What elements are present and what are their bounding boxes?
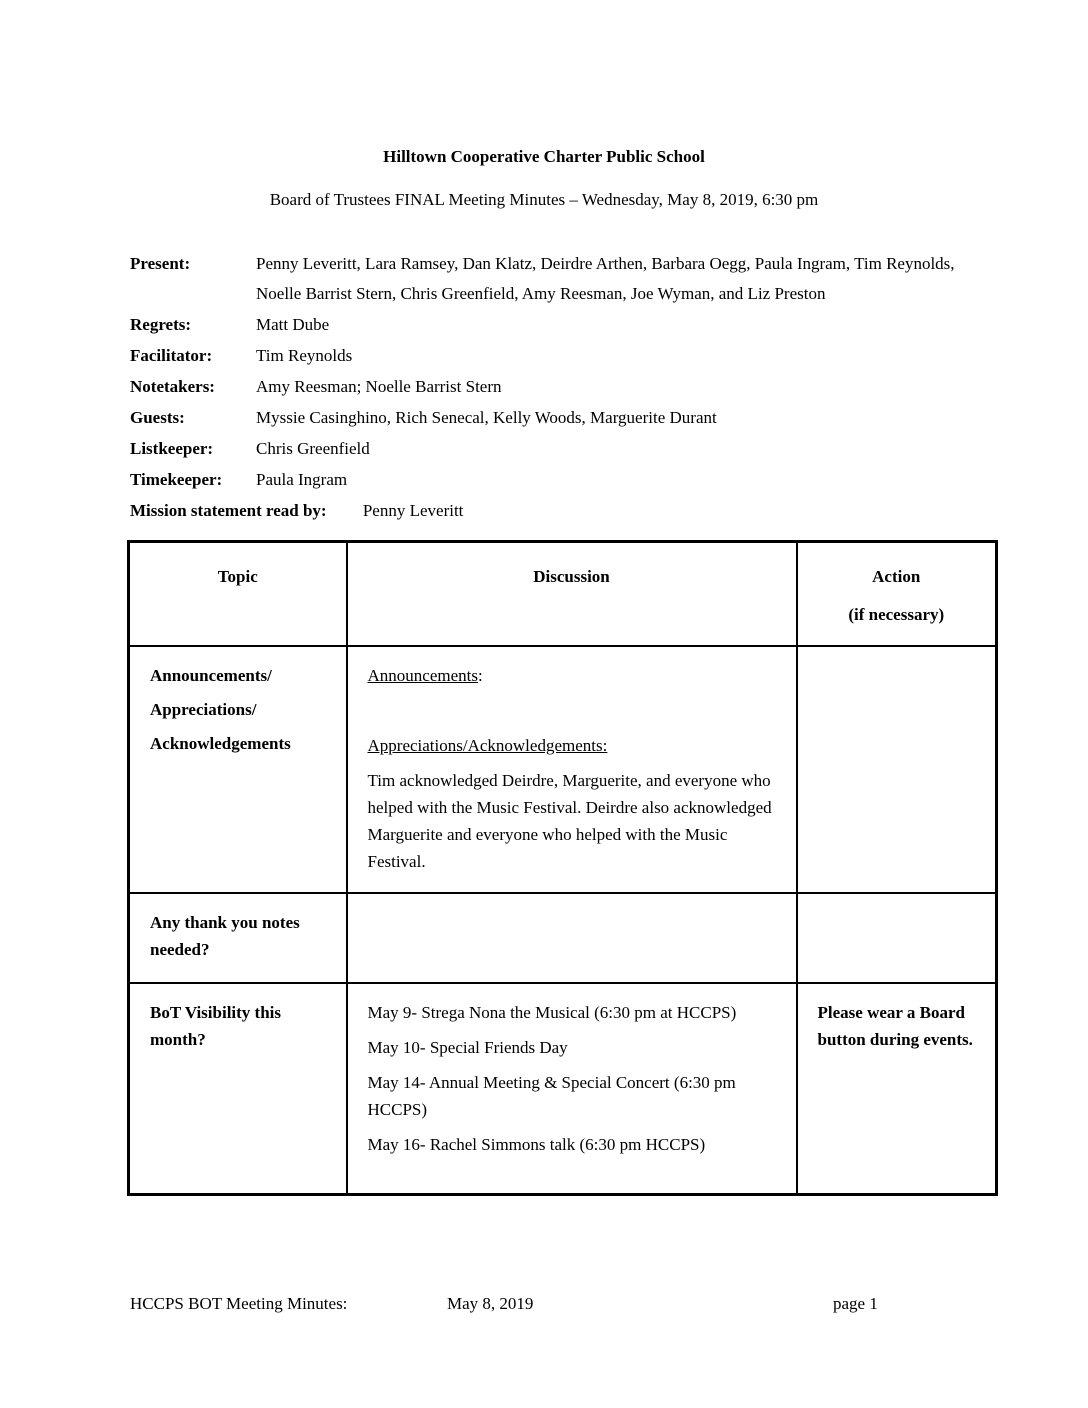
meta-row-mission-statement: [130, 496, 988, 526]
meta-label-mission-statement: Mission statement read by:: [130, 501, 327, 520]
meta-value-present: Penny Leveritt, Lara Ramsey, Dan Klatz, Deirdre Arthen, Barbara Oegg, Paula Ingram, Tim Reynolds, Noelle Barrist Stern, Chris Greenfield, Amy Reesman, Joe Wyman, and Liz Preston: [256, 254, 955, 303]
header-discussion-label: Discussion: [533, 567, 610, 586]
meta-value-notetakers: Amy Reesman; Noelle Barrist Stern: [256, 377, 502, 396]
topic-line: Appreciations/: [150, 699, 257, 719]
header-action: [797, 542, 997, 646]
table-header-row: [129, 542, 997, 646]
discussion-cell-announcements: [347, 646, 797, 893]
table-row-announcements: [129, 646, 997, 893]
meta-label-notetakers: Notetakers:: [130, 377, 215, 396]
meta-label-listkeeper: Listkeeper:: [130, 439, 214, 458]
page-footer: [0, 1292, 1088, 1316]
topic-cell-thank-you-notes: [129, 893, 347, 983]
event-item: May 9- Strega Nona the Musical (6:30 pm at HCCPS): [367, 1002, 737, 1022]
meta-label-timekeeper: Timekeeper:: [130, 470, 223, 489]
discussion-paragraph: Tim acknowledged Deirdre, Marguerite, and everyone who helped with the Music Festival. Deirdre also acknowledged Marguerite and everyone who helped with the Music Festival.: [367, 770, 772, 871]
action-cell-announcements: [797, 646, 997, 893]
attendance-section: [130, 249, 988, 526]
topic-text: BoT Visibility this month?: [150, 1002, 282, 1049]
meta-row-present: [130, 249, 988, 309]
event-item: May 16- Rachel Simmons talk (6:30 pm HCCPS): [367, 1134, 706, 1154]
action-cell-bot-visibility: [797, 983, 997, 1195]
meta-row-facilitator: [130, 341, 988, 371]
meta-label-facilitator: Facilitator:: [130, 346, 213, 365]
event-item: May 10- Special Friends Day: [367, 1037, 568, 1057]
footer-label: HCCPS BOT Meeting Minutes:: [130, 1294, 348, 1313]
event-item: May 14- Annual Meeting & Special Concert (6:30 pm HCCPS): [367, 1072, 736, 1119]
meta-row-notetakers: [130, 372, 988, 402]
underlined-heading: Announcements: [367, 665, 478, 685]
topic-text: Any thank you notes needed?: [150, 912, 300, 959]
minutes-table: [127, 540, 998, 1196]
meta-value-facilitator: Tim Reynolds: [256, 346, 353, 365]
meta-row-regrets: [130, 310, 988, 340]
underlined-heading: Appreciations/Acknowledgements:: [367, 735, 608, 755]
table-row-thank-you-notes: [129, 893, 997, 983]
meta-label-present: Present:: [130, 254, 191, 273]
discussion-heading-announcements: [368, 662, 776, 689]
meta-row-listkeeper: [130, 434, 988, 464]
topic-cell-bot-visibility: [129, 983, 347, 1195]
meta-row-guests: [130, 403, 988, 433]
footer-page-number: page 1: [833, 1294, 878, 1313]
meta-label-guests: Guests:: [130, 408, 185, 427]
meta-value-mission-statement: Penny Leveritt: [362, 501, 464, 520]
discussion-cell-thank-you-notes: [347, 893, 797, 983]
topic-line: Announcements/: [150, 665, 272, 685]
discussion-cell-bot-visibility: [347, 983, 797, 1195]
topic-line: Acknowledgements: [150, 733, 291, 753]
action-text: Please wear a Board button during events.: [817, 1002, 973, 1049]
doc-title: Hilltown Cooperative Charter Public School: [383, 147, 705, 166]
meta-value-listkeeper: Chris Greenfield: [256, 439, 370, 458]
action-cell-thank-you-notes: [797, 893, 997, 983]
header-action-note: (if necessary): [848, 605, 945, 624]
topic-cell-announcements: [129, 646, 347, 893]
table-row-bot-visibility: [129, 983, 997, 1195]
header-topic-label: Topic: [217, 567, 258, 586]
meta-row-timekeeper: [130, 465, 988, 495]
footer-date: May 8, 2019: [447, 1294, 534, 1313]
header-discussion: [347, 542, 797, 646]
header-action-label: Action: [872, 567, 921, 586]
meta-label-regrets: Regrets:: [130, 315, 192, 334]
heading-suffix: :: [477, 665, 483, 685]
doc-subtitle: Board of Trustees FINAL Meeting Minutes – Wednesday, May 8, 2019, 6:30 pm: [269, 190, 819, 209]
meta-value-timekeeper: Paula Ingram: [256, 470, 348, 489]
meta-value-guests: Myssie Casinghino, Rich Senecal, Kelly Woods, Marguerite Durant: [256, 408, 717, 427]
meta-value-regrets: Matt Dube: [256, 315, 330, 334]
discussion-heading-appreciations: [368, 732, 776, 759]
header-topic: [129, 542, 347, 646]
